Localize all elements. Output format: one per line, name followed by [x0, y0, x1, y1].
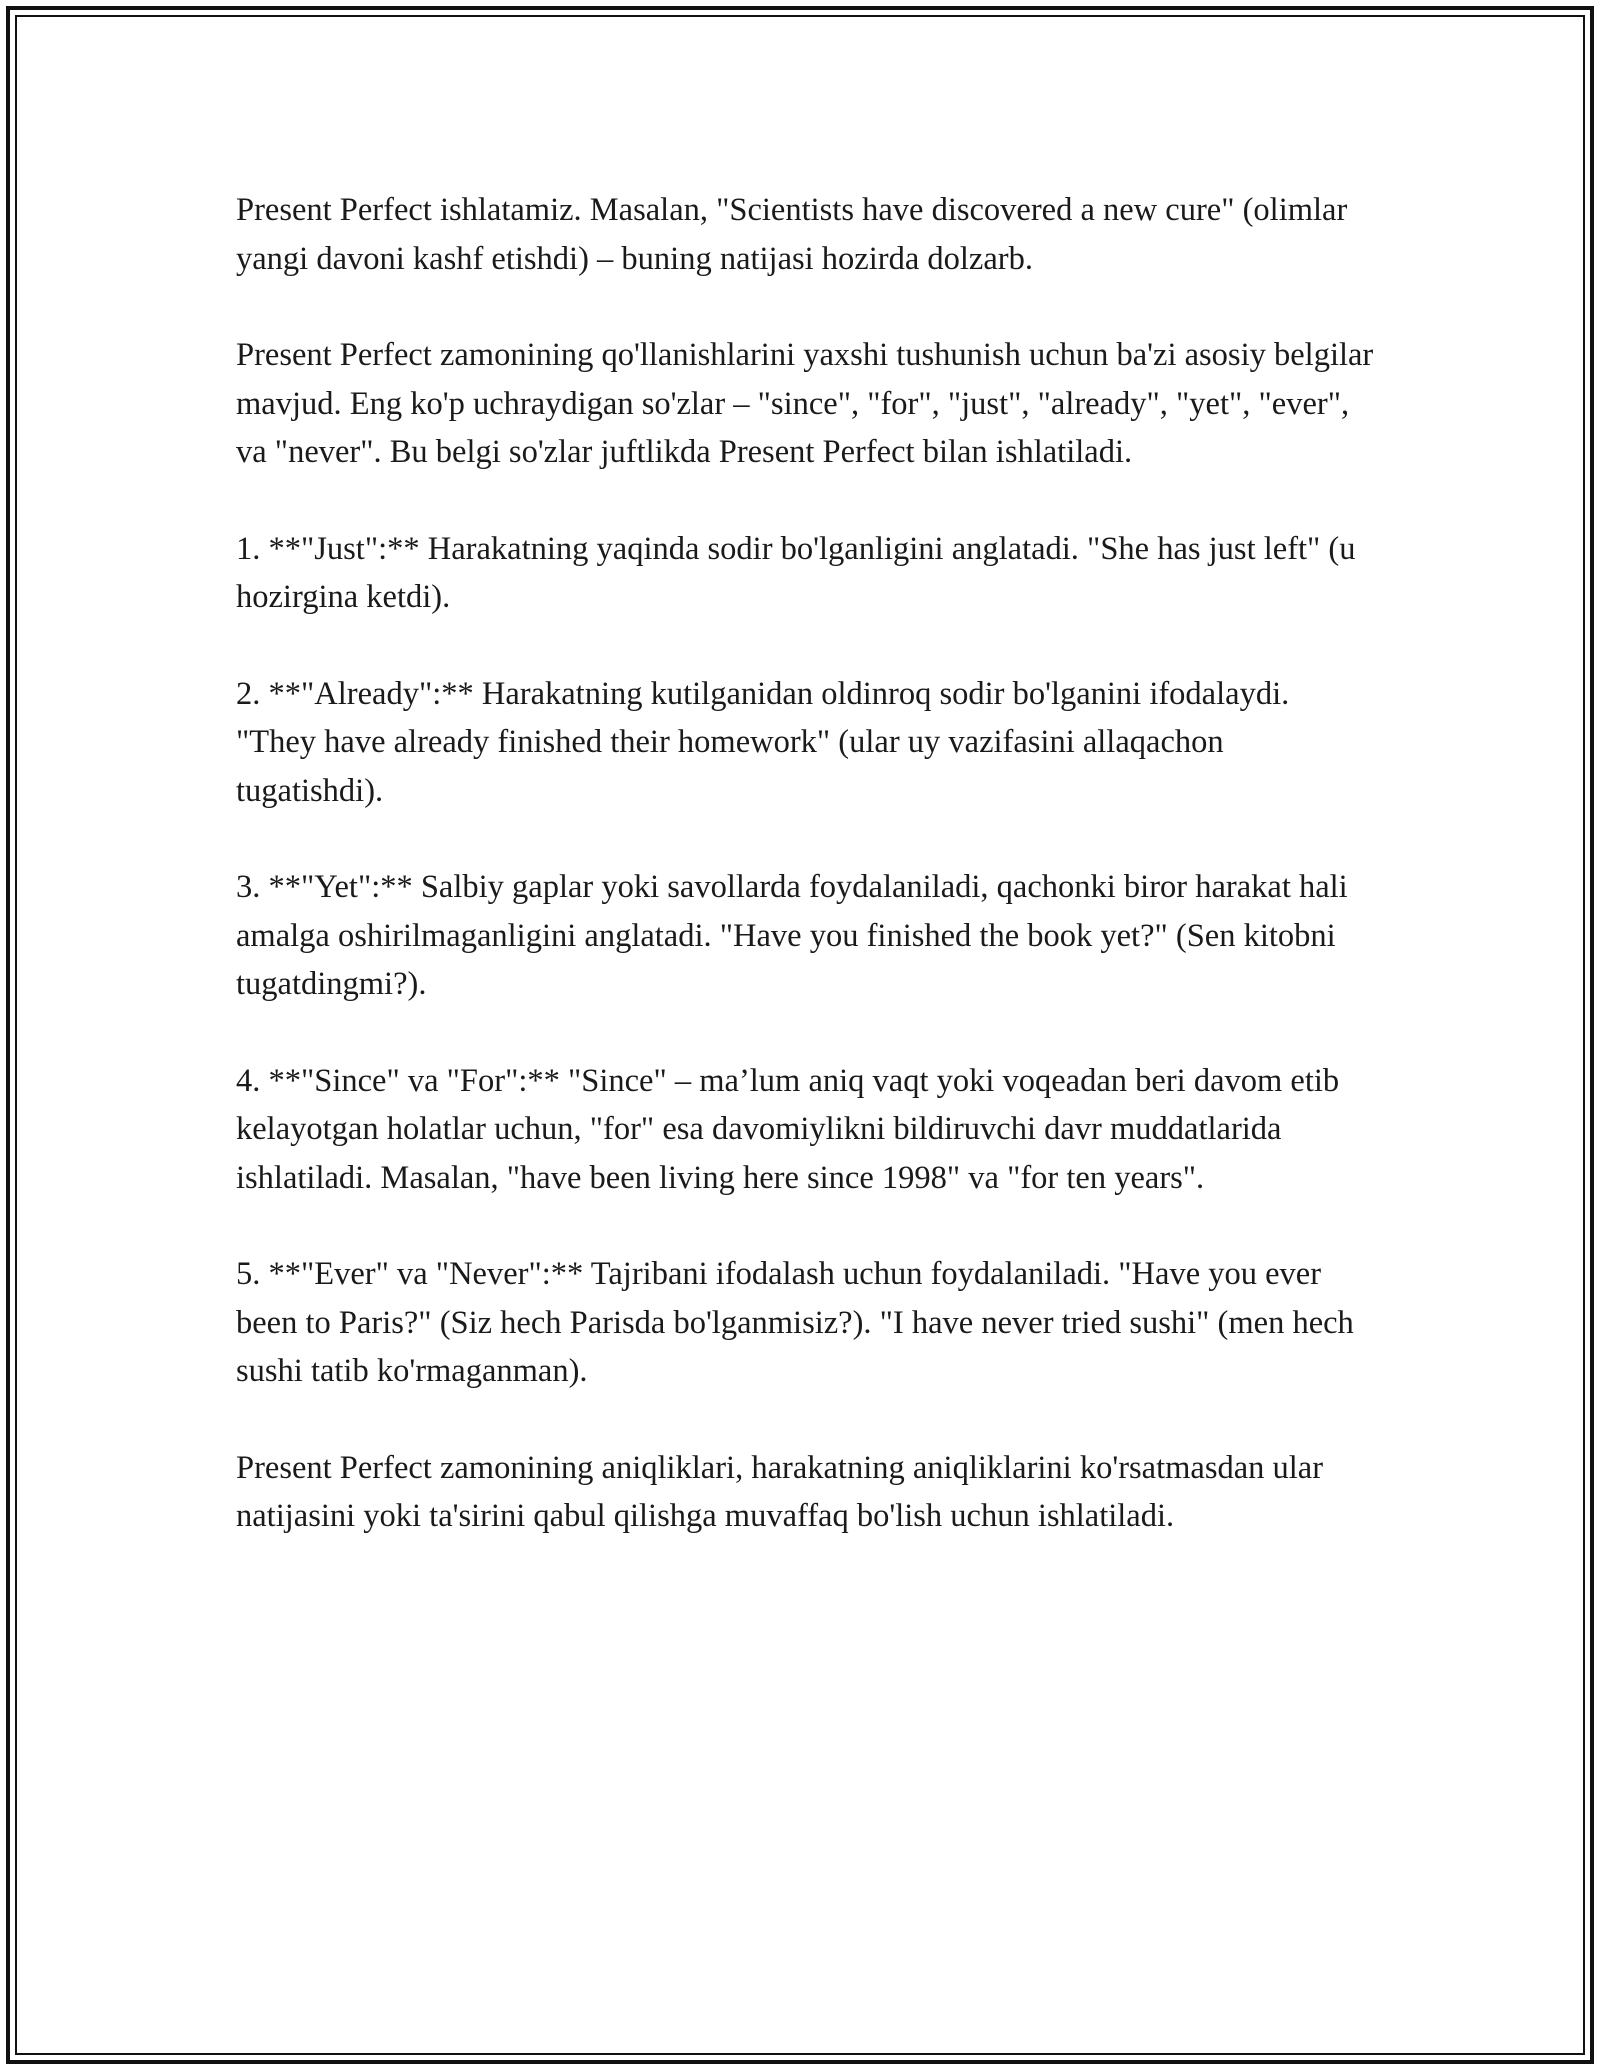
list-item-already: 2. **"Already":** Harakatning kutilganidan oldinroq sodir bo'lganini ifodalaydi. "They have already finished their homework" (ular uy vazifasini allaqachon tugatishdi). [236, 675, 1290, 809]
list-item-just: 1. **"Just":** Harakatning yaqinda sodir bo'lganligini anglatadi. "She has just left" (u hozirgina ketdi). [236, 530, 1356, 615]
list-item-since-for: 4. **"Since" va "For":** "Since" – ma’lum aniq vaqt yoki voqeadan beri davom etib kelayotgan holatlar uchun, "for" esa davomiylikni bildiruvchi davr muddatlarida ishlatiladi. Masalan, "have been living here since 1998" va "for ten years". [236, 1062, 1340, 1196]
paragraph-signal-words: Present Perfect zamonining qo'llanishlarini yaxshi tushunish uchun ba'zi asosiy belgilar mavjud. Eng ko'p uchraydigan so'zlar – "since", "for", "just", "already", "yet", "ever", va "never". Bu belgi so'zlar juftlikda Present Perfect bilan ishlatiladi. [236, 337, 1374, 470]
document-body [236, 186, 1376, 1541]
list-item-yet: 3. **"Yet":** Salbiy gaplar yoki savollarda foydalaniladi, qachonki biror harakat hali amalga oshirilmaganligini anglatadi. "Have you finished the book yet?" (Sen kitobni tugatdingmi?). [236, 869, 1348, 1002]
list-item-ever-never: 5. **"Ever" va "Never":** Tajribani ifodalash uchun foydalaniladi. "Have you ever been to Paris?" (Siz hech Parisda bo'lganmisiz?). "I have never tried sushi" (men hech sushi tatib ko'rmaganman). [236, 1256, 1354, 1389]
paragraph-intro-example: Present Perfect ishlatamiz. Masalan, "Scientists have discovered a new cure" (olimlar yangi davoni kashf etishdi) – buning natijasi hozirda dolzarb. [236, 192, 1348, 277]
paragraph-conclusion: Present Perfect zamonining aniqliklari, harakatning aniqliklarini ko'rsatmasdan ular natijasini yoki ta'sirini qabul qilishga muvaffaq bo'lish uchun ishlatiladi. [236, 1449, 1324, 1534]
